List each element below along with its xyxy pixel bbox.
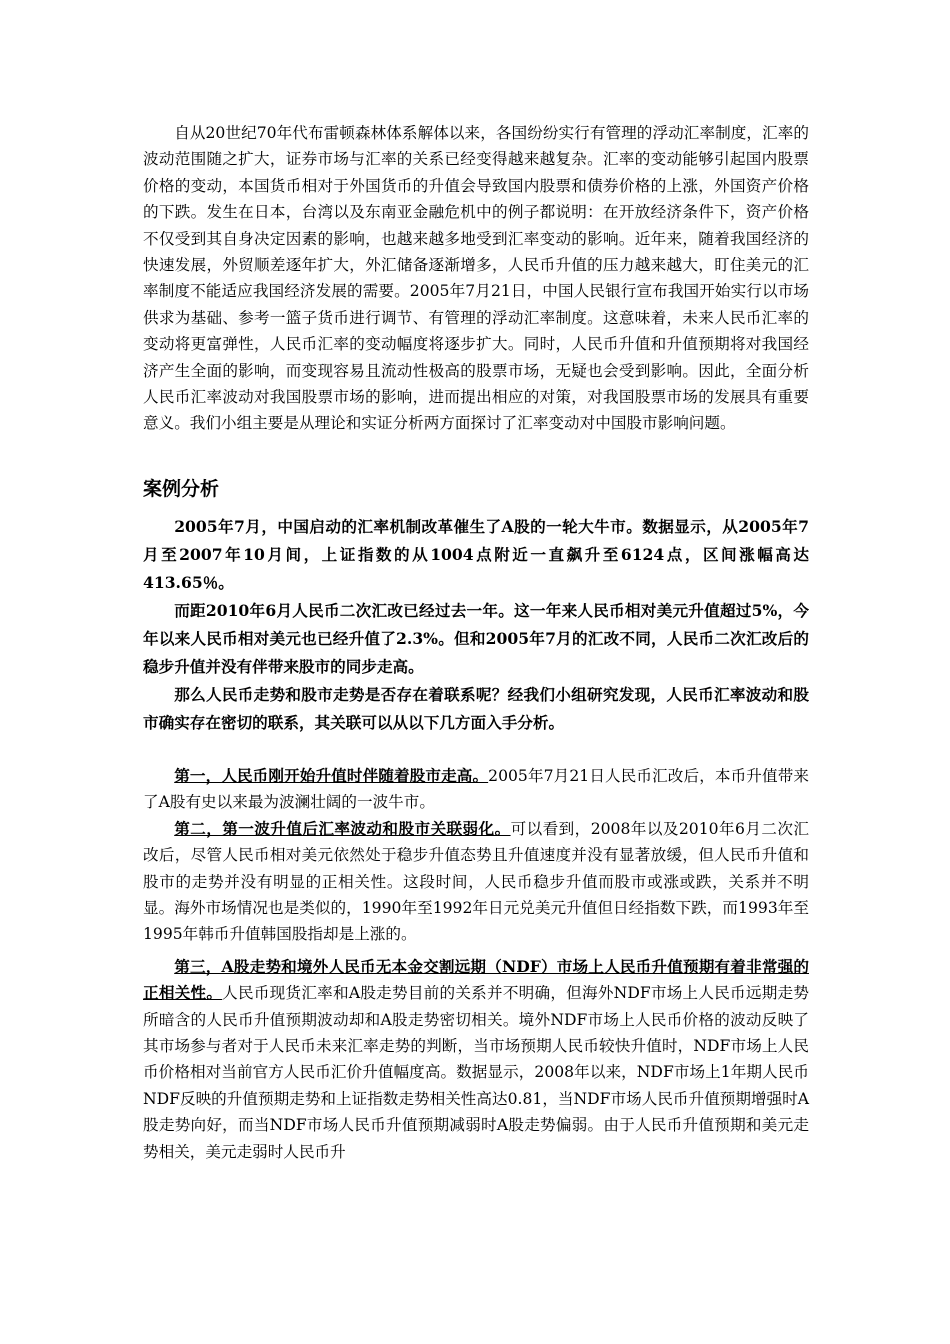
point-title-2: 第二，第一波升值后汇率波动和股市关联弱化。: [174, 818, 511, 838]
point-body-3: 人民币现货汇率和A股走势目前的关系并不明确，但海外NDF市场上人民币远期走势所暗含的人民币升值预期波动却和A股走势密切相关。境外NDF市场上人民币价格的波动反映了其市场参与者对于人民币未来汇率走势的判断，当市场预期人民币较快升值时，NDF市场上人民币价格相对当前官方人民币汇价升值幅度高。数据显示，2008年以来，NDF市场上1年期人民币NDF反映的升值预期走势和上证指数走势相关性高达0.81，当NDF市场人民币升值预期增强时A股走势向好，而当NDF市场人民币升值预期减弱时A股走势偏弱。由于人民币升值预期和美元走势相关，美元走弱时人民币升: [143, 984, 809, 1161]
section-heading: 案例分析: [143, 477, 220, 500]
case-section: [143, 513, 809, 737]
point-title-3: 第三，A股走势和境外人民币无本金交割远期（NDF）市场上人民币升值预期有着非常强的正相关性。: [143, 956, 809, 1003]
point-paragraph-2: [143, 816, 809, 948]
case-paragraph-2: 而距2010年6月人民币二次汇改已经过去一年。这一年来人民币相对美元升值超过5%，今年以来人民币相对美元也已经升值了2.3%。但和2005年7月的汇改不同，人民币二次汇改后的稳步升值并没有伴带来股市的同步走高。: [143, 600, 809, 676]
point-paragraph-3: [143, 954, 809, 1165]
case-paragraph-3: 那么人民币走势和股市走势是否存在着联系呢？经我们小组研究发现，人民币汇率波动和股市确实存在密切的联系，其关联可以从以下几方面入手分析。: [143, 684, 809, 732]
point-title-1: 第一，人民币刚开始升值时伴随着股市走高。: [174, 765, 489, 785]
point-body-2: 可以看到，2008年以及2010年6月二次汇改后，尽管人民币相对美元依然处于稳步升值态势且升值速度并没有显著放缓，但人民币升值和股市的走势并没有明显的正相关性。这段时间，人民币稳步升值而股市或涨或跌，关系并不明显。海外市场情况也是类似的，1990年至1992年日元兑美元升值但日经指数下跌，而1993年至1995年韩币升值韩国股指却是上涨的。: [143, 819, 809, 944]
case-paragraph-1: 2005年7月，中国启动的汇率机制改革催生了A股的一轮大牛市。数据显示，从2005年7月至2007年10月间，上证指数的从1004点附近一直飙升至6124点，区间涨幅高达413.65％。: [143, 516, 809, 592]
intro-paragraph: 自从20世纪70年代布雷顿森林体系解体以来，各国纷纷实行有管理的浮动汇率制度，汇率的波动范围随之扩大，证券市场与汇率的关系已经变得越来越复杂。汇率的变动能够引起国内股票价格的变动，本国货币相对于外国货币的升值会导致国内股票和债券价格的上涨，外国资产价格的下跌。发生在日本，台湾以及东南亚金融危机中的例子都说明：在开放经济条件下，资产价格不仅受到其自身决定因素的影响，也越来越多地受到汇率变动的影响。近年来，随着我国经济的快速发展，外贸顺差逐年扩大，外汇储备逐渐增多，人民币升值的压力越来越大，盯住美元的汇率制度不能适应我国经济发展的需要。2005年7月21日，中国人民银行宣布我国开始实行以市场供求为基础、参考一篮子货币进行调节、有管理的浮动汇率制度。这意味着，未来人民币汇率的变动将更富弹性，人民币汇率的变动幅度将逐步扩大。同时，人民币升值和升值预期将对我国经济产生全面的影响，而变现容易且流动性极高的股票市场，无疑也会受到影响。因此，全面分析人民币汇率波动对我国股票市场的影响，进而提出相应的对策，对我国股票市场的发展具有重要意义。我们小组主要是从理论和实证分析两方面探讨了汇率变动对中国股市影响问题。: [143, 124, 809, 433]
document-page: [143, 120, 809, 1165]
point-paragraph-1: [143, 763, 809, 816]
spacer: [143, 737, 809, 763]
point-body-1: 2005年7月21日人民币汇改后，本币升值带来了A股有史以来最为波澜壮阔的一波牛市。: [143, 766, 809, 812]
